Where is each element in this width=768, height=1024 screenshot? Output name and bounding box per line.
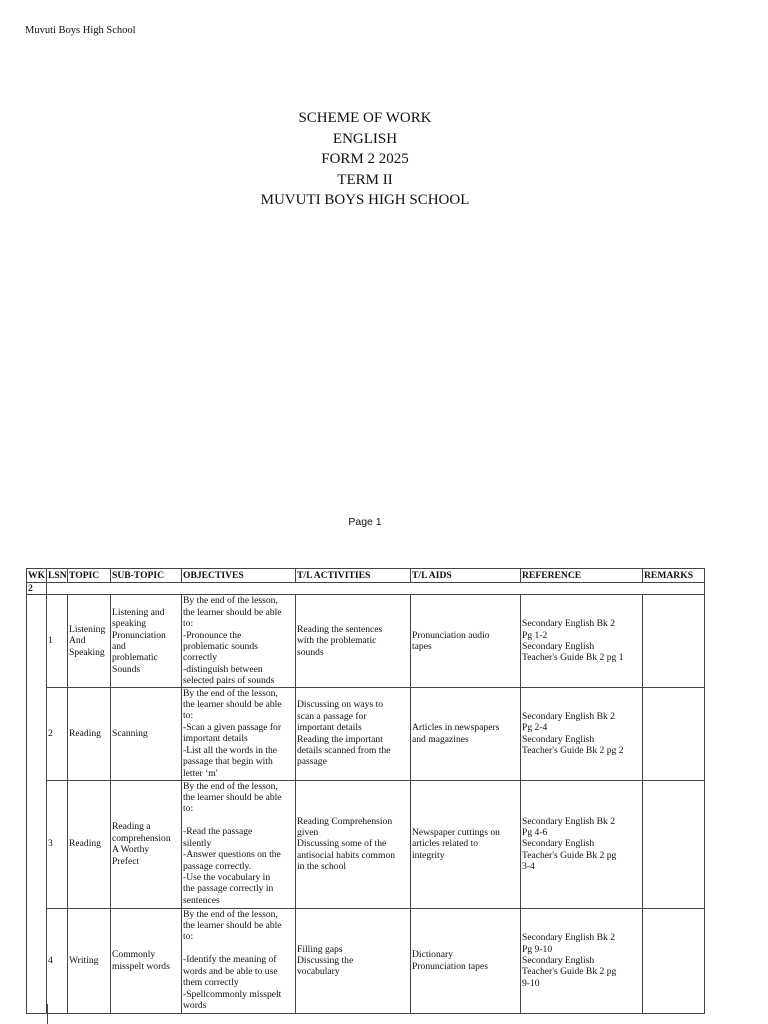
aids-cell: Dictionary Pronunciation tapes (412, 949, 488, 972)
aids-cell: Newspaper cuttings on articles related to integrity (412, 827, 500, 861)
week-spacer (47, 583, 705, 595)
remarks-cell (643, 687, 705, 780)
title-subject: ENGLISH (332, 130, 398, 147)
remarks-cell (643, 780, 705, 908)
reference-cell: Secondary English Bk 2 Pg 4-6 Secondary English Teacher's Guide Bk 2 pg 3-4 (522, 815, 617, 873)
subtopic-cell: Scanning (112, 727, 148, 739)
objectives-cell: By the end of the lesson, the learner should be able to: -Scan a given passage for important details -List all the words in the passage that begin with letter ‘m' (183, 687, 282, 779)
table-header-row (27, 569, 705, 583)
lsn-cell: 1 (47, 595, 68, 687)
title-scheme: SCHEME OF WORK (298, 110, 432, 126)
page-number: Page 1 (348, 516, 382, 528)
col-header-lsn: LSN (48, 569, 67, 581)
reference-cell: Secondary English Bk 2 Pg 9-10 Secondary English Teacher's Guide Bk 2 pg 9-10 (522, 932, 617, 989)
week-cell: 2 (27, 583, 47, 595)
week-column-cell (27, 595, 47, 1013)
activities-cell: Filling gaps Discussing the vocabulary (297, 943, 354, 978)
objectives-cell: By the end of the lesson, the learner should be able to: -Identify the meaning of words and be able to use them correctly -Spellcommonly misspelt words (183, 908, 282, 1011)
aids-cell: Pronunciation audio tapes (412, 629, 490, 653)
subtopic-cell: Reading a comprehension A Worthy Prefect (112, 821, 171, 867)
table-row (27, 780, 705, 908)
subtopic-cell: Commonly misspelt words (112, 949, 170, 972)
activities-cell: Reading the sentences with the problematic sounds (297, 623, 383, 658)
col-header-activities: T/L ACTIVITIES (296, 569, 411, 583)
lsn-cell: 2 (47, 687, 68, 780)
col-header-objectives: OBJECTIVES (182, 569, 296, 583)
table-row (27, 908, 705, 1013)
table-row (27, 595, 705, 687)
table-continuation-border (47, 1004, 48, 1024)
col-header-subtopic: SUB-TOPIC (111, 569, 182, 583)
col-header-reference: REFERENCE (521, 569, 643, 583)
title-term: TERM II (337, 171, 393, 188)
remarks-cell (643, 595, 705, 687)
col-header-aids: T/L AIDS (411, 569, 521, 583)
subtopic-cell: Listening and speaking Pronunciation and problematic Sounds (112, 606, 166, 675)
topic-cell: Reading (69, 838, 101, 850)
lsn-cell: 4 (47, 908, 68, 1013)
objectives-cell: By the end of the lesson, the learner should be able to: -Read the passage silently -Answer questions on the passage correctly. -Use the vocabulary in the passage correctly in sentences (183, 780, 282, 906)
objectives-cell: By the end of the lesson, the learner should be able to: -Pronounce the problematic sounds correctly -distinguish between selected pairs of sounds (183, 595, 282, 687)
col-header-topic: TOPIC (68, 569, 111, 583)
topic-cell: Listening And Speaking (69, 623, 106, 658)
running-header: Muvuti Boys High School (25, 25, 136, 36)
title-school: MUVUTI BOYS HIGH SCHOOL (260, 192, 470, 208)
reference-cell: Secondary English Bk 2 Pg 1-2 Secondary English Teacher's Guide Bk 2 pg 1 (522, 618, 624, 664)
topic-cell: Writing (69, 954, 99, 966)
lsn-cell: 3 (47, 780, 68, 908)
table-row (27, 687, 705, 780)
activities-cell: Reading Comprehension given Discussing some of the antisocial habits common in the school (297, 815, 396, 873)
topic-cell: Reading (69, 727, 101, 739)
aids-cell: Articles in newspapers and magazines (412, 722, 500, 745)
scheme-table (26, 568, 705, 1014)
title-form: FORM 2 2025 (321, 151, 409, 167)
col-header-remarks: REMARKS (643, 569, 705, 583)
col-header-wk: WK (28, 569, 46, 581)
activities-cell: Discussing on ways to scan a passage for important details Reading the important details scanned from the passage (297, 699, 391, 768)
remarks-cell (643, 908, 705, 1013)
title-block (0, 108, 730, 211)
week-row (27, 583, 705, 595)
reference-cell: Secondary English Bk 2 Pg 2-4 Secondary English Teacher's Guide Bk 2 pg 2 (522, 710, 624, 757)
